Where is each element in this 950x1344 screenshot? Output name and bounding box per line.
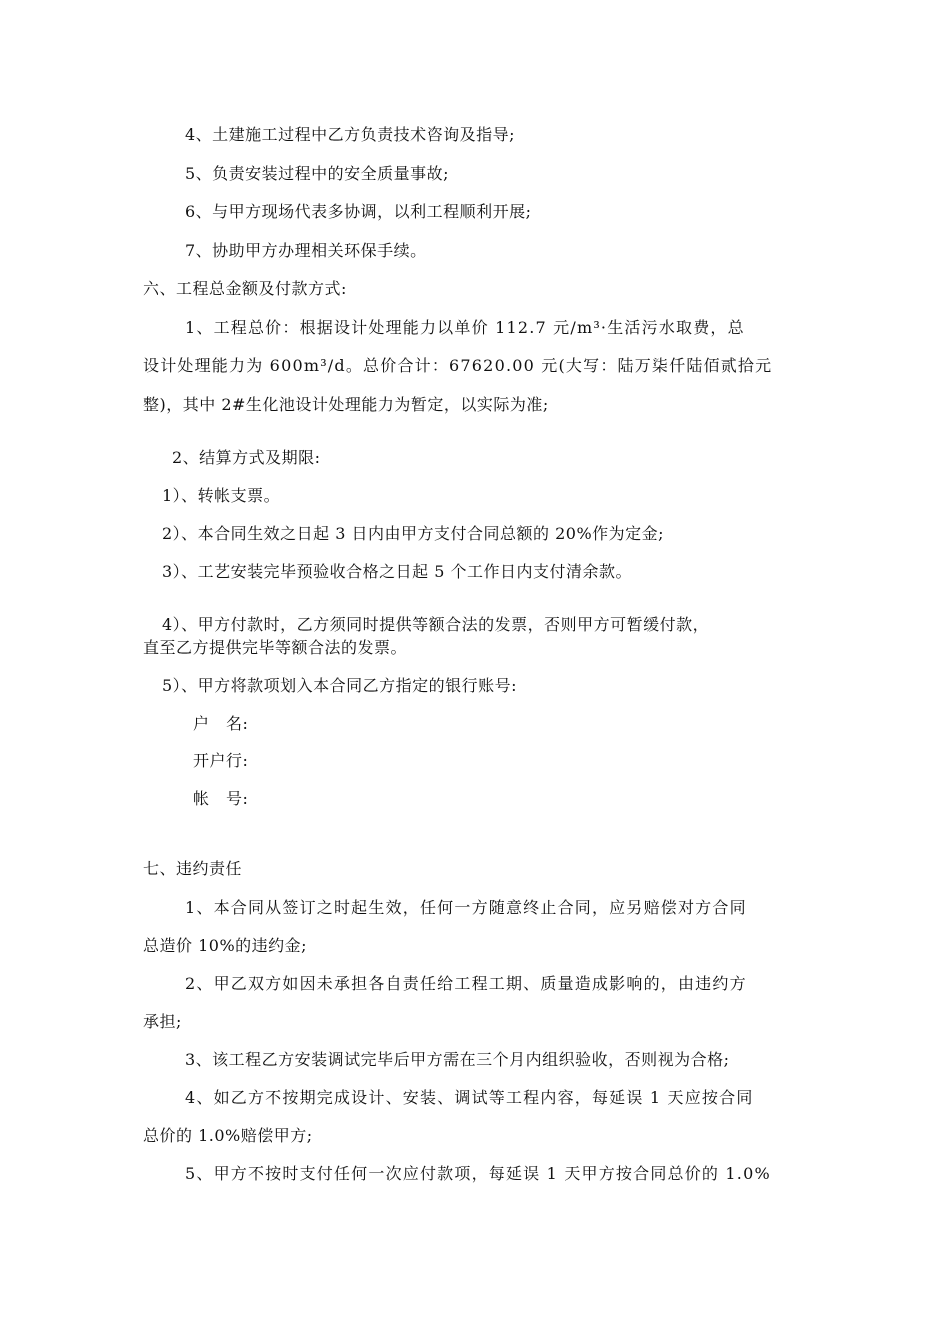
bank-name-label: 开户行: [193, 751, 249, 770]
text-line: 4）、甲方付款时，乙方须同时提供等额合法的发票，否则甲方可暂缓付款， [162, 615, 710, 634]
text-line: 2）、本合同生效之日起 3 日内由甲方支付合同总额的 20%作为定金; [162, 524, 665, 543]
text-line: 1）、转帐支票。 [162, 486, 281, 505]
text-line: 承担; [143, 1012, 182, 1031]
text-line: 整)，其中 2#生化池设计处理能力为暂定，以实际为准; [143, 395, 549, 414]
text-line: 6、与甲方现场代表多协调，以利工程顺利开展; [185, 202, 532, 221]
text-line: 1、本合同从签订之时起生效，任何一方随意终止合同，应另赔偿对方合同 [185, 898, 747, 917]
text-line: 1、工程总价：根据设计处理能力以单价 112.7 元/m³·生活污水取费，总 [185, 318, 745, 337]
bank-account-name-label: 户 名: [193, 714, 249, 733]
text-line: 3）、工艺安装完毕预验收合格之日起 5 个工作日内支付清余款。 [162, 562, 633, 581]
text-line: 5、甲方不按时支付任何一次应付款项，每延误 1 天甲方按合同总价的 1.0% [185, 1164, 771, 1183]
text-line: 5、负责安装过程中的安全质量事故; [185, 164, 450, 183]
text-line: 5）、甲方将款项划入本合同乙方指定的银行账号: [162, 676, 518, 695]
text-line: 直至乙方提供完毕等额合法的发票。 [143, 638, 408, 657]
bank-account-number-label: 帐 号: [193, 789, 249, 808]
text-line: 总造价 10%的违约金; [143, 936, 308, 955]
section-heading: 六、工程总金额及付款方式: [143, 279, 347, 298]
text-line: 4、如乙方不按期完成设计、安装、调试等工程内容，每延误 1 天应按合同 [185, 1088, 754, 1107]
text-line: 总价的 1.0%赔偿甲方; [143, 1126, 313, 1145]
text-line: 4、土建施工过程中乙方负责技术咨询及指导; [185, 125, 516, 144]
text-line: 2、甲乙双方如因未承担各自责任给工程工期、质量造成影响的，由违约方 [185, 974, 747, 993]
text-line: 2、结算方式及期限: [172, 448, 321, 467]
text-line: 设计处理能力为 600m³/d。总价合计：67620.00 元(大写：陆万柒仟陆佰贰拾元 [143, 356, 773, 375]
text-line: 7、协助甲方办理相关环保手续。 [185, 241, 427, 260]
section-heading: 七、违约责任 [143, 859, 243, 878]
text-line: 3、该工程乙方安装调试完毕后甲方需在三个月内组织验收，否则视为合格; [185, 1050, 730, 1069]
